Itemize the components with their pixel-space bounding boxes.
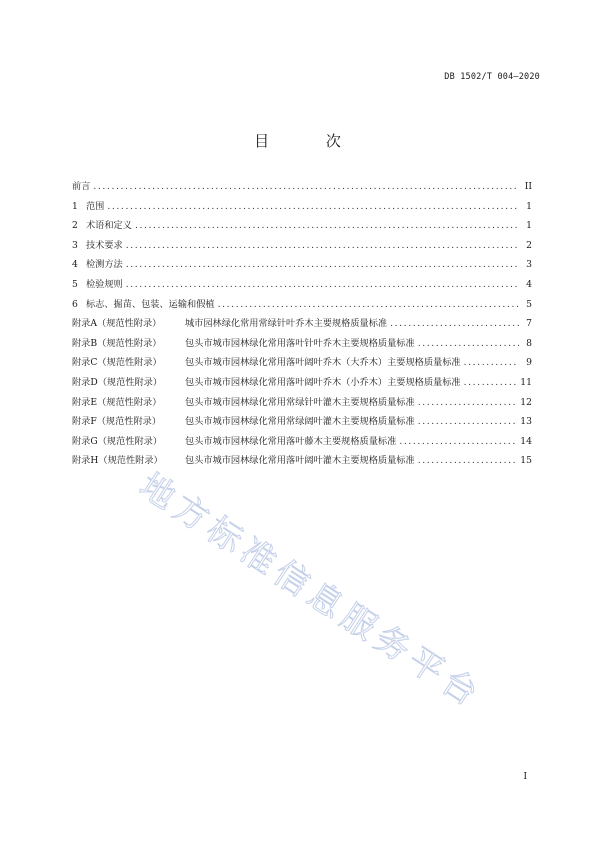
toc-entry-title: 检验规则 [86,278,123,290]
toc-entry-title: 包头市城市园林绿化常用落叶阔叶灌木主要规格质量标准 [185,455,415,467]
toc-entry-page: II [524,181,532,192]
toc-leader-dots [126,279,519,290]
toc-entry[interactable] [72,296,532,316]
toc-entry-title: 包头市城市园林绿化常用落叶藤木主要规格质量标准 [185,435,397,447]
toc-leader-dots [218,299,519,310]
toc-entry-number: 附录H（规范性附录） [72,455,163,467]
toc-entry[interactable] [72,217,532,237]
toc-entry-title: 技术要求 [86,239,123,251]
toc-entry[interactable] [72,178,532,198]
toc-entry[interactable] [72,237,532,257]
toc-entry-title: 包头市城市园林绿化常用常绿针叶灌木主要规格质量标准 [185,396,415,408]
toc-leader-dots [418,397,518,408]
toc-leader-dots [418,338,519,349]
toc-leader-dots [107,201,519,212]
toc-entry[interactable] [72,335,532,355]
toc-entry-number: 附录B（规范性附录） [72,337,162,349]
toc-entry[interactable] [72,276,532,296]
toc-entry-number: 1 [72,200,78,212]
toc-entry[interactable] [72,198,532,218]
toc-leader-dots [399,436,517,447]
toc-entry-number: 3 [72,239,78,251]
toc-entry-title: 术语和定义 [86,220,132,232]
toc-leader-dots [135,220,519,231]
toc-entry-title: 包头市城市园林绿化常用常绿阔叶灌木主要规格质量标准 [185,416,415,428]
toc-entry-number: 5 [72,278,78,290]
toc-entry-title: 标志、掘苗、包装、运输和假植 [86,298,215,310]
toc-entry-number: 附录D（规范性附录） [72,376,163,388]
toc-entry[interactable] [72,354,532,374]
table-of-contents [72,178,532,472]
toc-entry-number: 前言 [72,181,91,192]
toc-entry-page: 11 [520,376,532,388]
toc-entry-number: 附录F（规范性附录） [72,416,162,428]
toc-entry[interactable] [72,256,532,276]
toc-leader-dots [418,416,518,427]
toc-entry-number: 附录A（规范性附录） [72,318,162,330]
toc-entry[interactable] [72,413,532,433]
toc-leader-dots [464,377,518,388]
watermark: 地方标准信息服务平台 [132,465,490,718]
toc-entry-number: 附录G（规范性附录） [72,435,163,447]
toc-entry[interactable] [72,315,532,335]
toc-leader-dots [126,259,519,270]
toc-entry[interactable] [72,452,532,472]
toc-entry-number: 6 [72,298,78,310]
page-title: 目 次 [254,132,367,150]
toc-entry-title: 包头市城市园林绿化常用落叶针叶乔木主要规格质量标准 [185,337,415,349]
toc-entry-page: 7 [526,318,532,330]
toc-entry-page: 1 [526,200,532,212]
page-number: I [523,772,527,782]
toc-entry[interactable] [72,394,532,414]
toc-entry-title: 城市园林绿化常用常绿针叶乔木主要规格质量标准 [185,318,388,330]
toc-entry-number: 2 [72,220,78,232]
toc-entry-page: 15 [520,455,532,467]
toc-entry-page: 8 [526,337,532,349]
toc-entry-page: 13 [520,416,532,428]
document-code: DB 1502/T 004—2020 [444,72,540,82]
toc-leader-dots [93,181,519,192]
toc-entry-page: 5 [526,298,532,310]
toc-entry-title: 包头市城市园林绿化常用落叶阔叶乔木（大乔木）主要规格质量标准 [185,357,461,369]
toc-entry-page: 3 [526,259,532,271]
toc-leader-dots [390,318,519,329]
toc-entry-title: 检测方法 [86,259,123,271]
toc-entry-page: 2 [526,239,532,251]
toc-entry-title: 包头市城市园林绿化常用落叶阔叶乔木（小乔木）主要规格质量标准 [185,376,461,388]
toc-entry[interactable] [72,374,532,394]
toc-entry-page: 14 [520,435,532,447]
toc-entry-number: 附录C（规范性附录） [72,357,162,369]
toc-entry-number: 4 [72,259,78,271]
toc-leader-dots [418,455,518,466]
toc-entry-page: 1 [526,220,532,232]
toc-entry-page: 12 [520,396,532,408]
toc-entry[interactable] [72,433,532,453]
toc-entry-page: 4 [526,278,532,290]
toc-leader-dots [464,357,519,368]
toc-leader-dots [126,240,519,251]
toc-entry-number: 附录E（规范性附录） [72,396,162,408]
toc-entry-page: 9 [526,357,532,369]
toc-entry-title: 范围 [86,200,105,212]
